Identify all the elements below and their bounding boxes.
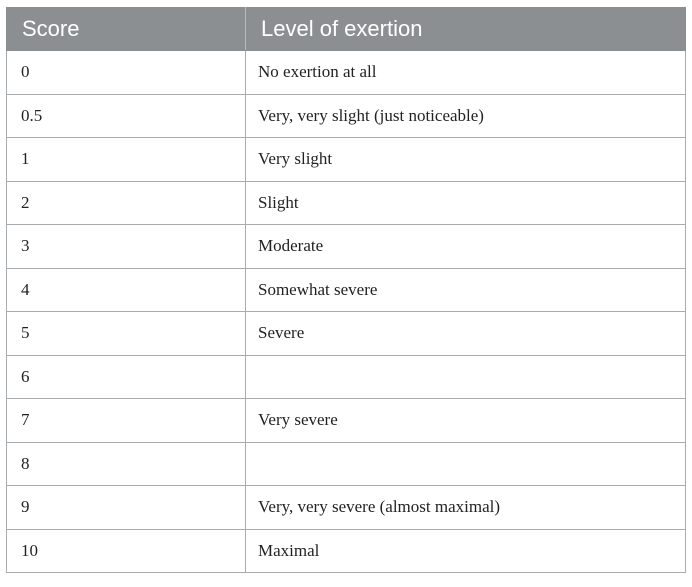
table-row [7,94,686,138]
level-cell [246,355,686,399]
score-cell: 1 [7,138,246,182]
table-row [7,51,686,95]
score-cell: 0 [7,51,246,95]
table-header [7,8,686,51]
level-cell: Very severe [246,399,686,443]
table-row [7,355,686,399]
score-cell: 5 [7,312,246,356]
level-cell: Very, very slight (just noticeable) [246,94,686,138]
level-cell: Maximal [246,529,686,573]
level-column-header: Level of exertion [246,8,686,51]
level-cell: Very slight [246,138,686,182]
table-row [7,442,686,486]
table-row [7,312,686,356]
level-cell [246,442,686,486]
level-cell: Moderate [246,225,686,269]
level-cell: Very, very severe (almost maximal) [246,486,686,530]
table-row [7,225,686,269]
table-row [7,268,686,312]
table-row [7,138,686,182]
table-body [7,51,686,573]
exertion-scale-table [6,7,686,573]
level-cell: Slight [246,181,686,225]
score-cell: 7 [7,399,246,443]
table-row [7,529,686,573]
score-cell: 6 [7,355,246,399]
score-cell: 0.5 [7,94,246,138]
score-cell: 2 [7,181,246,225]
score-cell: 3 [7,225,246,269]
header-row [7,8,686,51]
table-row [7,181,686,225]
level-cell: No exertion at all [246,51,686,95]
score-cell: 4 [7,268,246,312]
score-cell: 9 [7,486,246,530]
table-row [7,486,686,530]
table-row [7,399,686,443]
level-cell: Severe [246,312,686,356]
score-column-header: Score [7,8,246,51]
score-cell: 10 [7,529,246,573]
score-cell: 8 [7,442,246,486]
level-cell: Somewhat severe [246,268,686,312]
